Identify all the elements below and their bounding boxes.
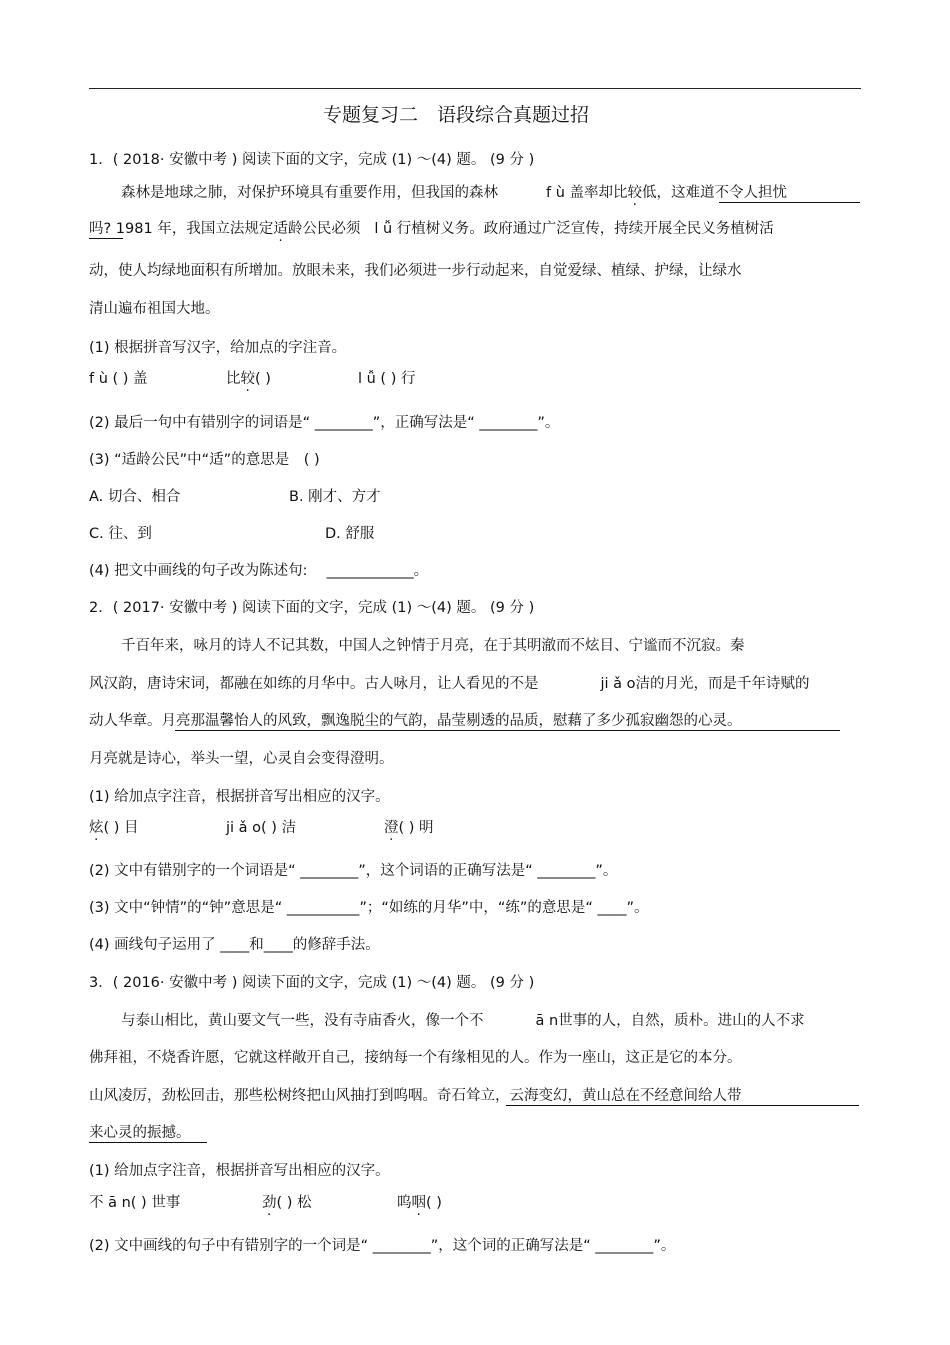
q1-option-d: D. 舒服: [325, 526, 375, 542]
page-title: 专题复习二 语段综合真题过招: [323, 104, 590, 126]
underlined-sentence: ，云海变幻，黄山总在不经意间给人带: [495, 1088, 742, 1104]
q2-sub-4: (4) 画线句子运用了 ____和____的修辞手法。: [89, 937, 380, 953]
text: 森林是地球之肺，对保护环境具有重要作用，但我国的森林: [121, 185, 498, 201]
dotted-char: 较: [240, 371, 255, 387]
text: 龄公民必须: [287, 221, 361, 237]
underline: [719, 202, 860, 203]
underline: [89, 1142, 207, 1143]
text: ( ) 明: [398, 820, 434, 836]
q2-para-line-2: [89, 674, 810, 694]
q1-para-line-1: [121, 183, 787, 203]
text: f ù 盖率却比: [546, 185, 628, 201]
q3-para-line-1: [121, 1011, 805, 1031]
q1-sub-2: (2) 最后一句中有错别字的词语是“ ________”，正确写法是“ ________”。: [89, 415, 560, 431]
text: ( ): [255, 371, 271, 387]
q3-para-line-3: [89, 1086, 742, 1106]
q2-heading: 2．( 2017· 安徽中考 ) 阅读下面的文字，完成 (1) ～(4) 题。 (9 分 ): [89, 600, 535, 616]
text: 风汉韵，唐诗宋词，都融在如练的月华中。古人咏月，让人看见的不是: [89, 676, 539, 692]
q1-sub-3: (3) “适龄公民”中“适”的意思是 ( ): [89, 452, 320, 468]
text: 呜: [397, 1195, 412, 1211]
dotted-char: 咽: [411, 1195, 426, 1211]
q2-sub-3: (3) 文中“钟情”的“钟”意思是“ __________”；“如练的月华”中，“练”的意思是“ ____”。: [89, 900, 649, 916]
q3-sub-1-blank-a: 不 ā n( ) 世事: [89, 1195, 181, 1211]
dotted-char: 适: [273, 221, 288, 237]
dotted-char: 较: [627, 185, 643, 201]
q3-sub-1-blank-b: [262, 1193, 312, 1213]
q3-para-line-4: 来心灵的振撼。: [89, 1125, 191, 1141]
dotted-char: 炫: [89, 820, 104, 836]
q1-para-line-2: [89, 219, 774, 239]
q2-sub-1-blank-a: [89, 818, 139, 838]
q2-sub-1-blank-c: [384, 818, 434, 838]
q3-heading: 3．( 2016· 安徽中考 ) 阅读下面的文字，完成 (1) ～(4) 题。 (9 分 ): [89, 975, 535, 991]
underline: [506, 1105, 859, 1106]
q3-para-line-2: 佛拜祖，不烧香许愿，它就这样敞开自己，接纳每一个有缘相见的人。作为一座山，这正是它的本分。: [89, 1050, 742, 1066]
text: 动人华章。月: [89, 713, 176, 729]
q1-option-a: A. 切合、相合: [89, 489, 181, 505]
q3-sub-1: (1) 给加点字注音，根据拼音写出相应的汉字。: [89, 1163, 390, 1179]
q1-sub-1-blank-c: l ǚ ( ) 行: [358, 371, 416, 387]
text: ji ǎ o洁的月光，而是千年诗赋的: [600, 676, 810, 692]
q2-sub-2: (2) 文中有错别字的一个词语是“ ________”，这个词语的正确写法是“ ________”。: [89, 863, 618, 879]
q2-sub-1: (1) 给加点字注音，根据拼音写出相应的汉字。: [89, 789, 390, 805]
q1-option-c: C. 往、到: [89, 526, 152, 542]
q2-para-line-3: [89, 711, 742, 731]
text: 1981 年，我国立法规定: [111, 221, 274, 237]
text: 比: [226, 371, 241, 387]
text: ( ) 目: [103, 820, 139, 836]
q1-sub-1: (1) 根据拼音写汉字，给加点的字注音。: [89, 340, 347, 356]
text: 低，: [642, 185, 672, 201]
text: ā n世事的人，自然，质朴。进山的人不求: [535, 1013, 805, 1029]
text: 山风凌厉，劲松回击，那些松树终把山风抽打到呜咽。奇石耸立: [89, 1088, 495, 1104]
underlined-sentence: 亮那温馨怡人的风致，飘逸脱尘的气韵，晶莹剔透的品质，慰藉了多少孤寂幽怨的心灵。: [176, 713, 742, 729]
text: ( ): [426, 1195, 442, 1211]
q2-para-line-1: 千百年来，咏月的诗人不记其数，中国人之钟情于月亮，在于其明澈而不炫目、宁谧而不沉寂。秦: [121, 638, 745, 654]
q1-para-line-3: 动，使人均绿地面积有所增加。放眼未来，我们必须进一步行动起来，自觉爱绿、植绿、护绿，让绿水: [89, 263, 742, 279]
q1-option-b: B. 刚才、方才: [289, 489, 381, 505]
q3-sub-2: (2) 文中画线的句子中有错别字的一个词是“ ________”，这个词的正确写法是“ ________”。: [89, 1238, 676, 1254]
underlined-sentence: 这难道不令人担忧: [671, 185, 788, 201]
q1-para-line-4: 清山遍布祖国大地。: [89, 301, 220, 317]
text: ( ) 松: [276, 1195, 312, 1211]
q1-sub-4: (4) 把文中画线的句子改为陈述句: ____________。: [89, 563, 429, 579]
q2-para-line-4: 月亮就是诗心，举头一望，心灵自会变得澄明。: [89, 751, 394, 767]
q1-sub-1-blank-a: f ù ( ) 盖: [89, 371, 148, 387]
q1-sub-1-blank-b: [226, 369, 271, 389]
q2-sub-1-blank-b: ji ǎ o( ) 洁: [226, 820, 297, 836]
header-rule: [89, 88, 861, 89]
text: 与泰山相比，黄山要文气一些，没有寺庙香火，像一个不: [121, 1013, 484, 1029]
dotted-char: 劲: [262, 1195, 277, 1211]
q3-sub-1-blank-c: [397, 1193, 442, 1213]
underlined-sentence-end: 吗?: [89, 221, 112, 237]
text: l ǚ 行植树义务。政府通过广泛宣传，持续开展全民义务植树活: [374, 221, 774, 237]
q1-heading: 1．( 2018· 安徽中考 ) 阅读下面的文字，完成 (1) ～(4) 题。 (9 分 ): [89, 152, 535, 168]
underline: [175, 730, 840, 731]
underline: [89, 238, 123, 239]
dotted-char: 澄: [384, 820, 399, 836]
